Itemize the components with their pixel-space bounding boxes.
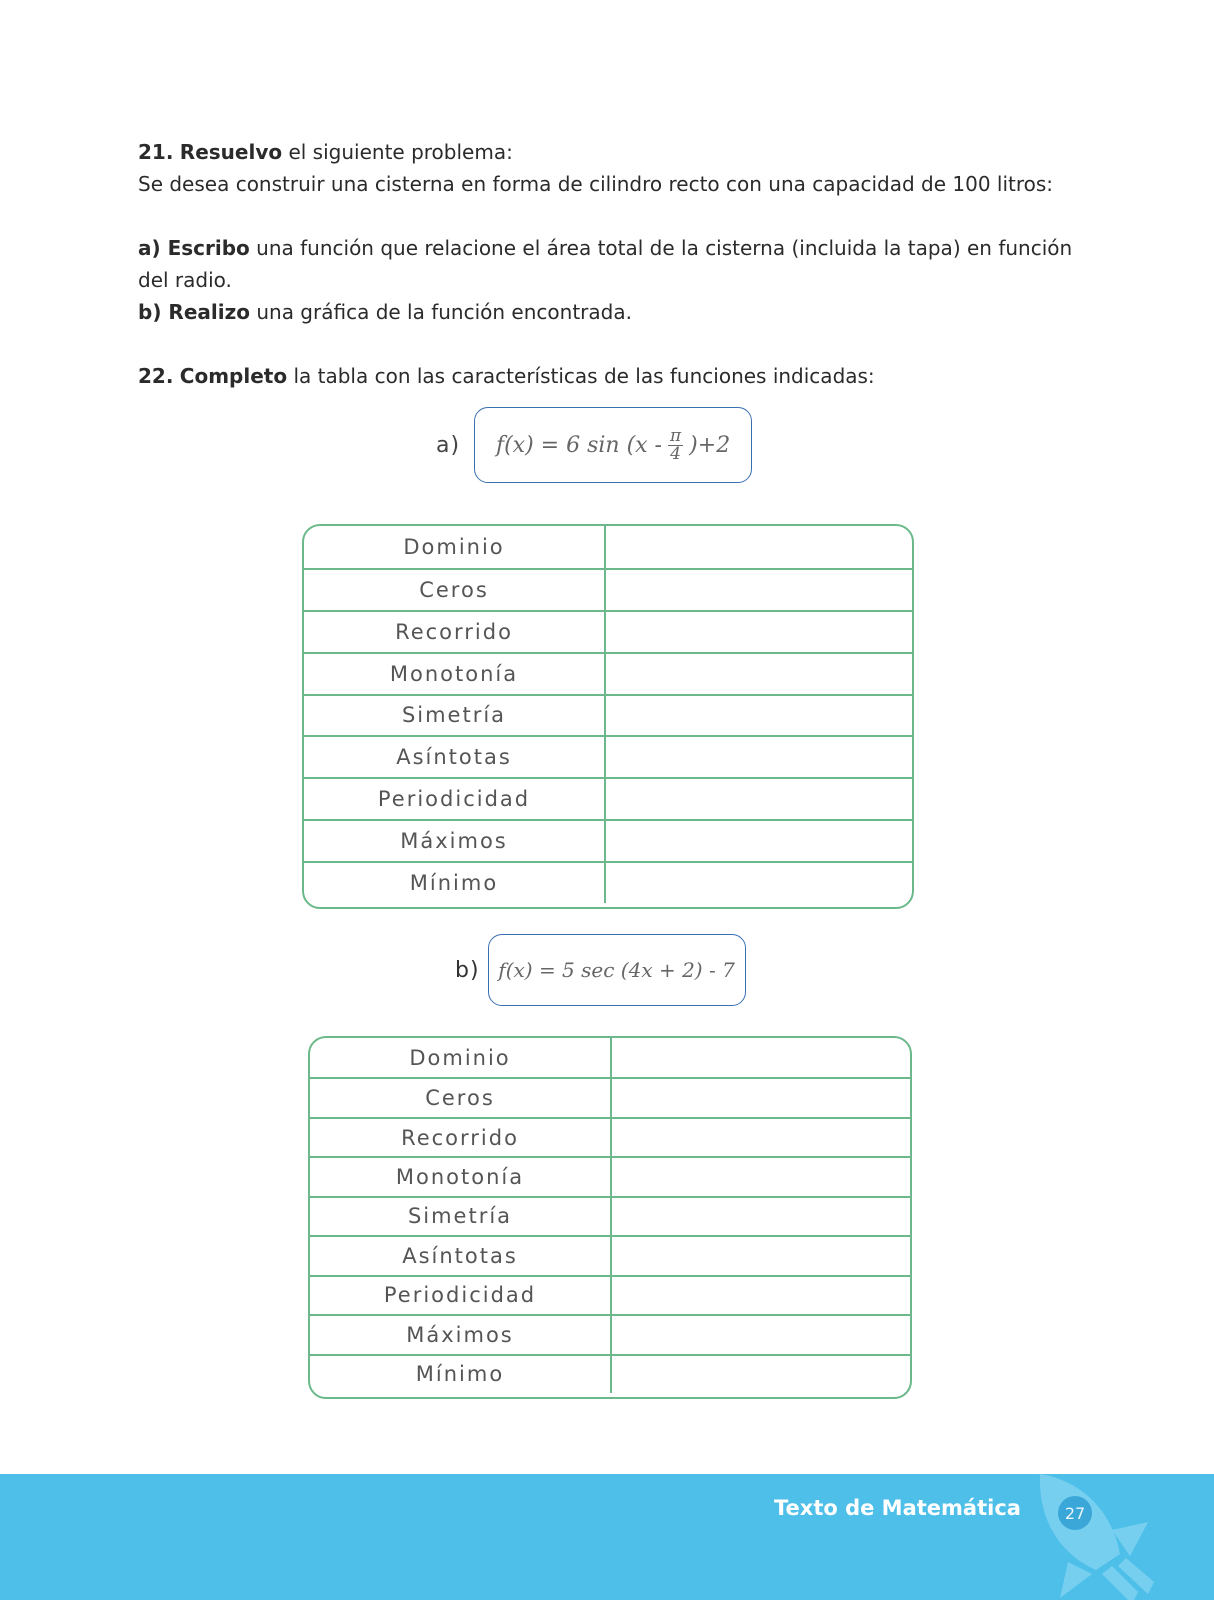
row-label: Asíntotas (304, 737, 606, 777)
row-label: Ceros (310, 1079, 612, 1116)
footer-title: Texto de Matemática (774, 1496, 1021, 1520)
answer-cell[interactable] (612, 1038, 910, 1077)
table-row (304, 652, 912, 694)
row-label: Dominio (310, 1038, 612, 1077)
answer-cell[interactable] (612, 1356, 910, 1393)
table-row (310, 1314, 910, 1353)
table-row (310, 1275, 910, 1314)
q21-number: 21. (138, 140, 174, 164)
page-number: 27 (1058, 1496, 1092, 1530)
function-a-frac-den: 4 (670, 443, 681, 464)
answer-cell[interactable] (606, 570, 912, 610)
function-a-formula-box (474, 407, 752, 483)
row-label: Dominio (304, 526, 606, 568)
answer-cell[interactable] (612, 1158, 910, 1195)
function-a-frac-num: π (669, 425, 682, 446)
rocket-icon (1020, 1474, 1180, 1600)
q21-part-a-text: una función que relacione el área total de la cisterna (incluida la tapa) en función del radio. (138, 236, 1073, 292)
table-row (310, 1117, 910, 1156)
answer-cell[interactable] (606, 696, 912, 736)
table-row (304, 777, 912, 819)
row-label: Monotonía (310, 1158, 612, 1195)
row-label: Ceros (304, 570, 606, 610)
q21-statement: Se desea construir una cisterna en forma de cilindro recto con una capacidad de 100 litros: (138, 172, 1054, 196)
answer-cell[interactable] (606, 612, 912, 652)
table-b (308, 1036, 912, 1399)
row-label: Mínimo (304, 863, 606, 903)
question-21 (138, 136, 1053, 200)
q21-part-b-label: b) Realizo (138, 300, 250, 324)
table-a (302, 524, 914, 909)
answer-cell[interactable] (606, 779, 912, 819)
row-label: Máximos (310, 1316, 612, 1353)
table-row (304, 568, 912, 610)
q22-number: 22. (138, 364, 174, 388)
table-row (304, 694, 912, 736)
function-b-expression: f(x) = 5 sec (4x + 2) - 7 (498, 958, 735, 982)
function-a-fraction (668, 425, 683, 464)
table-row (310, 1156, 910, 1195)
answer-cell[interactable] (606, 737, 912, 777)
q22-verb: Completo (179, 364, 288, 388)
table-row (304, 610, 912, 652)
table-row (304, 735, 912, 777)
function-b-letter: b) (455, 957, 480, 983)
q21-part-a-label: a) Escribo (138, 236, 250, 260)
answer-cell[interactable] (606, 654, 912, 694)
table-row (310, 1196, 910, 1235)
row-label: Monotonía (304, 654, 606, 694)
answer-cell[interactable] (612, 1277, 910, 1314)
table-row (304, 819, 912, 861)
q21-instruction: el siguiente problema: (282, 140, 513, 164)
function-a-lhs: f(x) = 6 sin (x - (495, 432, 662, 458)
footer-bar (0, 1474, 1214, 1600)
q21-part-a (138, 232, 1088, 296)
row-label: Asíntotas (310, 1237, 612, 1274)
q21-parts (138, 232, 1088, 328)
answer-cell[interactable] (612, 1119, 910, 1156)
table-row (310, 1235, 910, 1274)
answer-cell[interactable] (612, 1316, 910, 1353)
answer-cell[interactable] (606, 863, 912, 903)
table-row (310, 1038, 910, 1077)
function-b-formula-box (488, 934, 746, 1006)
table-row (310, 1077, 910, 1116)
answer-cell[interactable] (612, 1237, 910, 1274)
table-row (304, 861, 912, 903)
function-a-row (436, 407, 752, 483)
row-label: Máximos (304, 821, 606, 861)
table-row (310, 1354, 910, 1393)
row-label: Periodicidad (310, 1277, 612, 1314)
row-label: Recorrido (304, 612, 606, 652)
row-label: Simetría (304, 696, 606, 736)
answer-cell[interactable] (612, 1198, 910, 1235)
row-label: Mínimo (310, 1356, 612, 1393)
table-row (304, 526, 912, 568)
row-label: Simetría (310, 1198, 612, 1235)
function-a-rhs: )+2 (689, 432, 731, 458)
q21-part-b-text: una gráfica de la función encontrada. (249, 300, 632, 324)
answer-cell[interactable] (612, 1079, 910, 1116)
q22-instruction: la tabla con las características de las funciones indicadas: (287, 364, 875, 388)
question-22 (138, 360, 875, 392)
function-a-letter: a) (436, 432, 461, 458)
row-label: Recorrido (310, 1119, 612, 1156)
q21-verb: Resuelvo (179, 140, 283, 164)
answer-cell[interactable] (606, 821, 912, 861)
row-label: Periodicidad (304, 779, 606, 819)
function-b-row (455, 934, 746, 1006)
q21-part-b (138, 296, 1088, 328)
answer-cell[interactable] (606, 526, 912, 568)
